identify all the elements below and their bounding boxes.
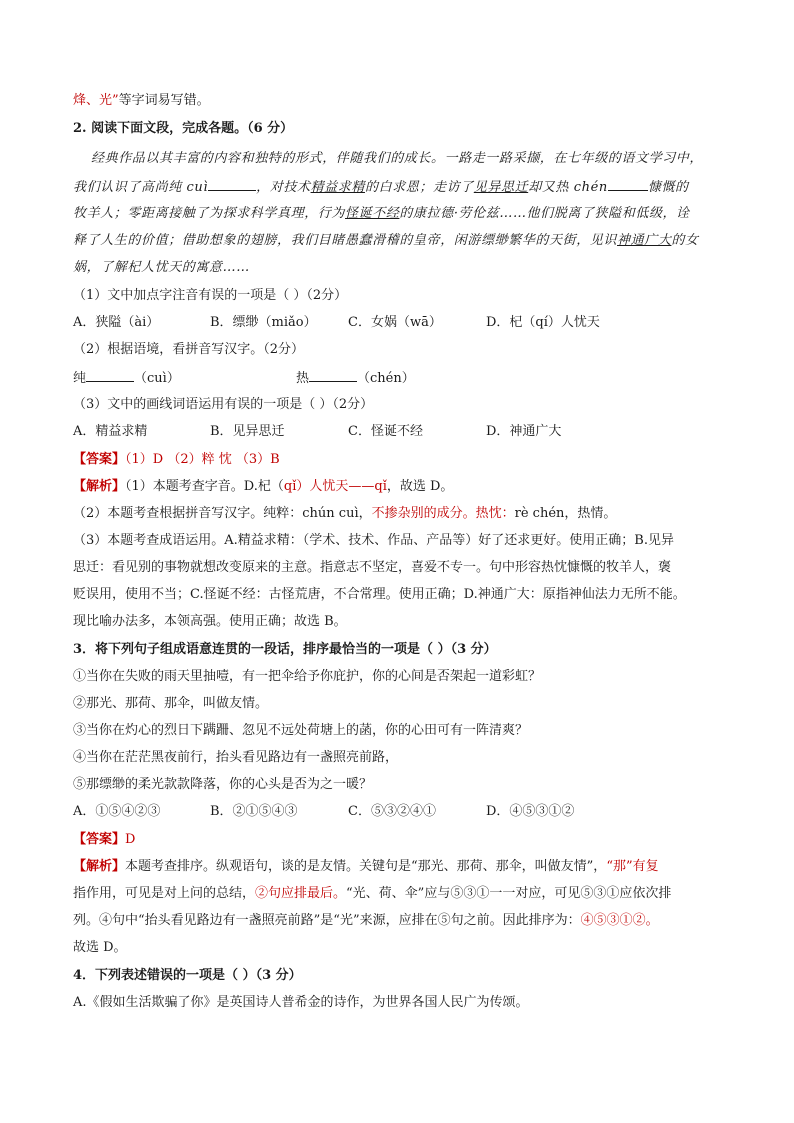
text-fragment: 的白求恩；走访了 — [364, 180, 474, 195]
underlined-phrase: 神通广大 — [617, 233, 672, 248]
sentence-2: ②那光、那荷、那伞，叫做友情。 — [73, 696, 269, 711]
sub-question: （3）文中的画线词语运用有误的一项是（ ）（2分） — [73, 397, 374, 412]
text-fragment: 我们认识了高尚纯 cuì — [73, 180, 209, 195]
fill-blank — [208, 177, 256, 191]
explanation-line: 贬误用，使用不当；C.怪诞不经：古怪荒唐，不合常理。使用正确；D.神通广大：原指神仙法力无所不能。 — [73, 587, 686, 602]
text-fragment: （3）本题考查成语运用。 — [73, 533, 225, 548]
sentence-3: ③当你在灼心的烈日下蹒跚、忽见不远处荷塘上的菡，你的心田可有一阵清爽？ — [73, 723, 529, 738]
question-title: 4．下列表述错误的一项是（ ）（3 分） — [73, 968, 302, 983]
text-fragment: 的女 — [671, 233, 699, 248]
answer-blank — [73, 368, 180, 388]
question-title: 3．将下列句子组成语意连贯的一段话，排序最恰当的一项是（ ）（3 分） — [73, 642, 497, 657]
text-fragment: 释了人生的价值；借助想象的翅膀，我们目睹愚蠢滑稽的皇帝，闲游缥缈繁华的天街，见识 — [73, 233, 618, 248]
option-d: D．神通广大 — [486, 424, 562, 439]
passage-line — [73, 177, 689, 197]
answer-text: D — [125, 832, 136, 847]
answer-text: （1）D （2）粹 忱 （3）B — [125, 452, 280, 467]
text-fragment: “光、荷、伞”应与⑤③①一一对应，可见⑤③①应依次排 — [346, 886, 672, 901]
text-fragment: （cuì） — [134, 371, 180, 386]
answer-blank — [296, 368, 415, 388]
option-b: B．见异思迁 — [210, 424, 285, 439]
option-c: C．女娲（wā） — [348, 315, 442, 330]
sentence-4: ④当你在茫茫黑夜前行，抬头看见路边有一盏照亮前路， — [73, 750, 399, 765]
option-c: C．⑤③②④① — [348, 804, 436, 819]
underlined-phrase: 怪诞不经 — [345, 206, 400, 221]
option-c: C．怪诞不经 — [348, 424, 423, 439]
explanation-line — [73, 858, 659, 876]
explanation-line: 现比喻办法多，本领高强。使用正确；故选 B。 — [73, 614, 347, 629]
answer-tag: 【答案】 — [73, 452, 126, 467]
text-fragment: ，故选 D。 — [386, 479, 454, 494]
option-b: B．②①⑤④③ — [210, 804, 298, 819]
text-fragment: 列。④句中“抬头看见路边有一盏照亮前路”是“光”来源，应排在⑤句之前。因此排序为： — [73, 913, 581, 928]
option-a: A．①⑤④②③ — [73, 804, 161, 819]
text-fragment: rè chén，热情。 — [514, 506, 617, 521]
option-d: D．④⑤③①② — [486, 804, 575, 819]
highlight-text: ②句应排最后。 — [255, 886, 347, 901]
question-title: 2. 阅读下面文段，完成各题。（6 分） — [73, 121, 294, 136]
highlight-text: ④⑤③①②。 — [580, 913, 659, 928]
explanation-line — [73, 912, 659, 930]
underlined-phrase: 见异思迁 — [473, 180, 529, 195]
option-a: A．精益求精 — [73, 424, 148, 439]
text-fragment: 却又热 chén — [528, 180, 608, 195]
highlight-text: qǐ）人忧天——qǐ — [283, 479, 387, 494]
text-fragment: 慷慨的 — [647, 180, 689, 195]
explanation-line — [73, 478, 453, 496]
fill-blank — [86, 368, 134, 382]
answer-line — [73, 831, 135, 849]
passage-line: 娲，了解杞人忧天的寓意…… — [73, 260, 250, 275]
text-fragment: （chén） — [357, 371, 415, 386]
text-fragment: （2）本题考查根据拼音写汉字。纯粹：chún cuì， — [73, 506, 372, 521]
highlight-text: 不掺杂别的成分。热忱： — [371, 506, 515, 521]
option-d: D．杞（qí）人忧天 — [486, 315, 600, 330]
sub-question: （2）根据语境，看拼音写汉字。（2分） — [73, 342, 305, 357]
explanation-tag: 【解析】 — [73, 859, 126, 874]
answer-tag: 【答案】 — [73, 832, 126, 847]
explanation-tag: 【解析】 — [73, 479, 126, 494]
text-fragment: 指作用，可见是对上问的总结， — [73, 886, 256, 901]
option-b: B．缥缈（miǎo） — [210, 315, 317, 330]
text-fragment: 牧羊人；零距离接触了为探求科学真理，行为 — [73, 206, 346, 221]
text-fragment: 热 — [296, 371, 310, 386]
text-line — [73, 92, 210, 110]
explanation-line — [73, 885, 671, 903]
answer-line — [73, 451, 280, 469]
highlight-text: 烽、光” — [73, 93, 119, 108]
explanation-line — [73, 532, 674, 550]
text-fragment: 的康拉德·劳伦兹……他们脱离了狭隘和低级，诠 — [399, 206, 690, 221]
text-fragment: A.精益求精：（学术、技术、作品、产品等）好了还求更好。使用正确；B.见异 — [224, 533, 674, 548]
sentence-5: ⑤那缥缈的柔光款款降落，你的心头是否为之一暖？ — [73, 777, 373, 792]
option-a: A.《假如生活欺骗了你》是英国诗人普希金的诗作，为世界各国人民广为传颂。 — [73, 995, 529, 1010]
passage-line — [73, 205, 690, 223]
text-fragment: 等字词易写错。 — [118, 93, 210, 108]
underlined-phrase: 精益求精 — [310, 180, 365, 195]
fill-blank — [608, 177, 648, 191]
highlight-text: “那”有复 — [606, 859, 659, 874]
fill-blank — [309, 368, 357, 382]
sentence-1: ①当你在失败的雨天里抽噎，有一把伞给予你庇护，你的心间是否架起一道彩虹？ — [73, 669, 542, 684]
sub-question: （1）文中加点字注音有误的一项是（ ）（2分） — [73, 288, 348, 303]
explanation-line — [73, 505, 616, 523]
text-fragment: ，对技术 — [256, 180, 311, 195]
passage-line: 经典作品以其丰富的内容和独特的形式，伴随我们的成长。一路走一路采撷，在七年级的语文学习中， — [91, 151, 704, 166]
text-fragment: 纯 — [73, 371, 87, 386]
passage-line — [73, 232, 699, 250]
text-fragment: （1）本题考查字音。D.杞（ — [125, 479, 284, 494]
explanation-line: 故选 D。 — [73, 940, 127, 955]
explanation-line: 思迁：看见别的事物就想改变原来的主意。指意志不坚定，喜爱不专一。句中形容热忱慷慨的牧羊人，褒 — [73, 560, 672, 575]
option-a: A．狭隘（ài） — [73, 315, 160, 330]
text-fragment: 本题考查排序。纵观语句，谈的是友情。关键句是“那光、那荷、那伞，叫做友情”， — [125, 859, 607, 874]
